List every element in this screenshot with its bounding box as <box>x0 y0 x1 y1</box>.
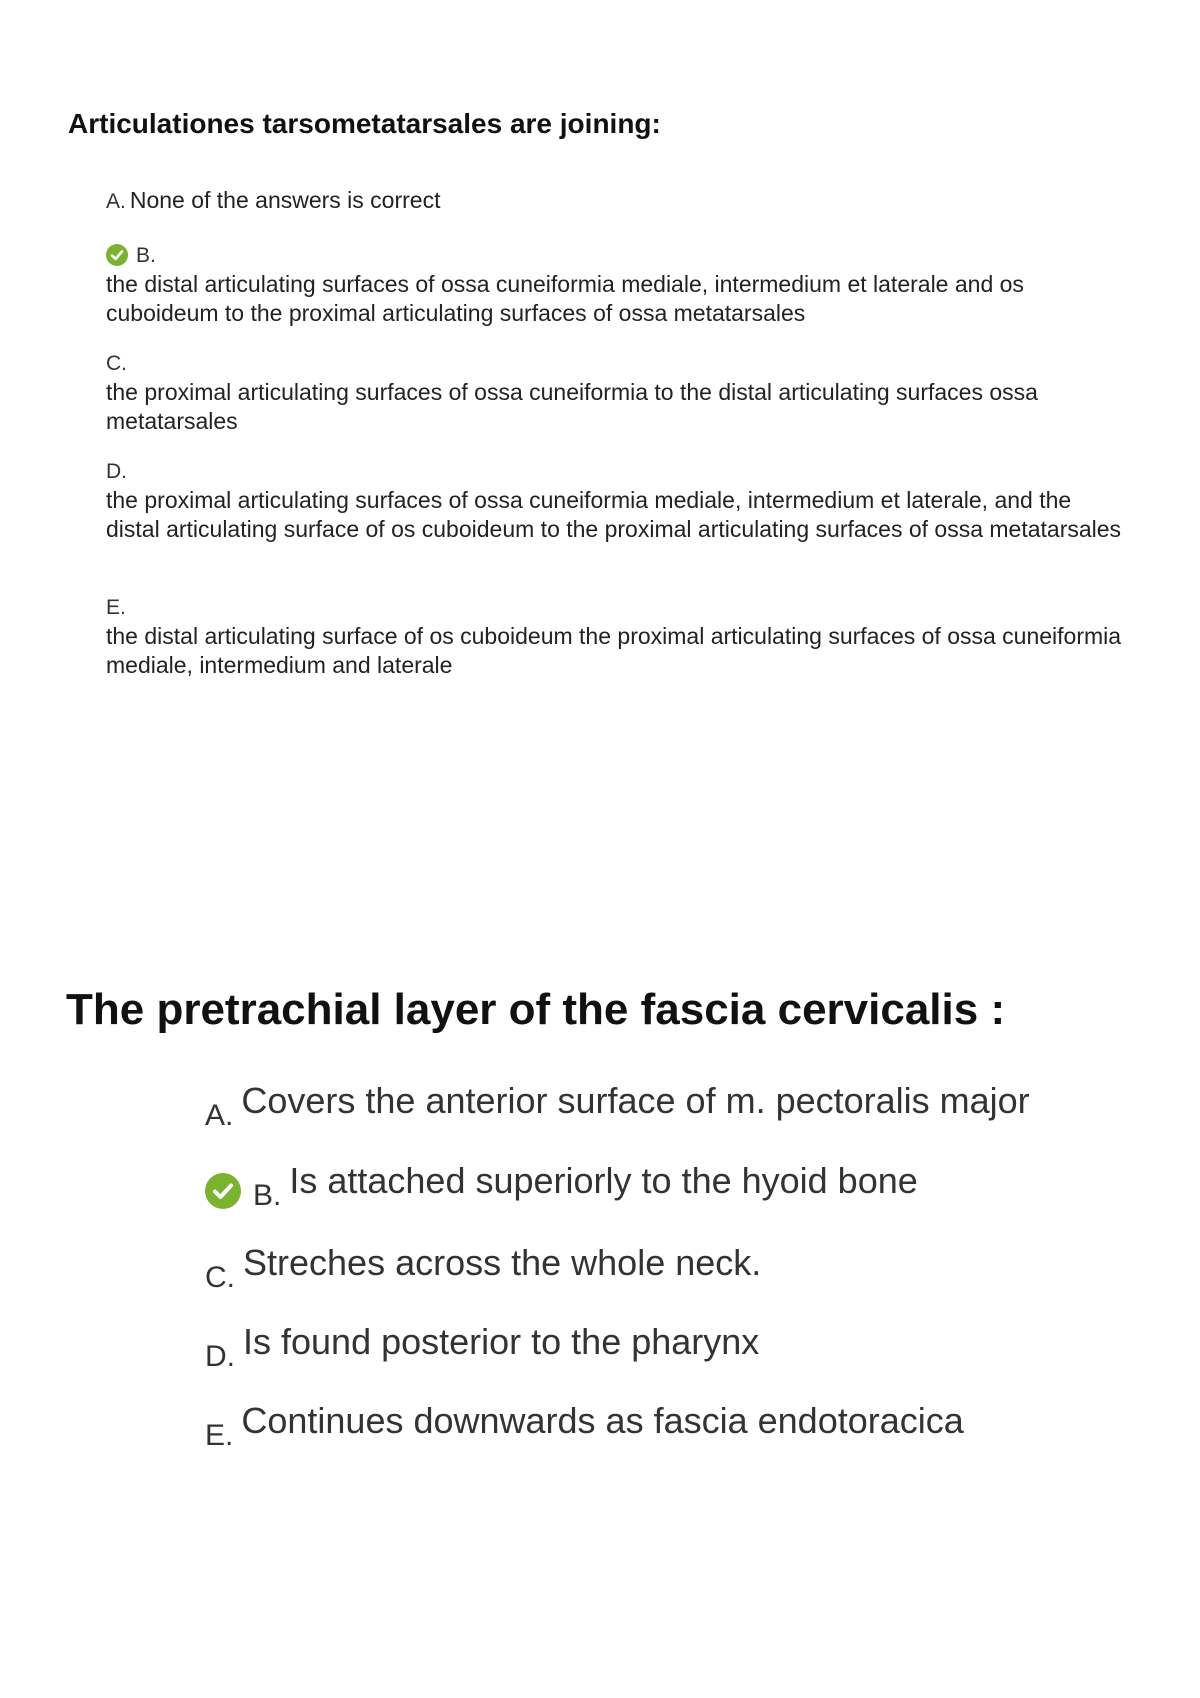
check-circle-icon <box>205 1173 241 1209</box>
option-text: the distal articulating surfaces of ossa cuneiformia mediale, intermedium et laterale and os cuboideum to the proximal articulating surfaces of ossa metatarsales <box>106 271 1024 326</box>
option-letter: D. <box>205 1340 235 1373</box>
option-text: the proximal articulating surfaces of ossa cuneiformia mediale, intermedium et laterale, and the distal articulating surface of os cuboideum to the proximal articulating surfaces of ossa metatarsales <box>106 487 1122 542</box>
option-letter: A. <box>106 190 126 213</box>
option-letter: D. <box>106 460 127 483</box>
option-letter: E. <box>106 596 126 619</box>
question-1-option-c[interactable] <box>106 348 1126 436</box>
option-letter: C. <box>205 1261 235 1294</box>
question-2-option-a[interactable] <box>205 1080 1030 1133</box>
option-letter: A. <box>205 1099 234 1132</box>
question-1-title: Articulationes tarsometatarsales are joining: <box>68 108 661 139</box>
option-text: Is attached superiorly to the hyoid bone <box>289 1160 918 1201</box>
option-letter: E. <box>205 1419 234 1452</box>
option-text: the proximal articulating surfaces of ossa cuneiformia to the distal articulating surfaces ossa metatarsales <box>106 379 1038 434</box>
option-text: the distal articulating surface of os cuboideum the proximal articulating surfaces of ossa cuneiformia mediale, intermedium and laterale <box>106 623 1122 678</box>
question-1-option-e[interactable] <box>106 592 1126 680</box>
option-text: Streches across the whole neck. <box>243 1242 762 1283</box>
option-text: Continues downwards as fascia endotoracica <box>241 1400 964 1441</box>
question-2-option-e[interactable] <box>205 1400 964 1453</box>
option-text: Covers the anterior surface of m. pectoralis major <box>241 1080 1030 1121</box>
question-1-option-a[interactable] <box>106 186 1126 216</box>
check-circle-icon <box>106 244 128 266</box>
option-letter: B. <box>253 1179 282 1212</box>
option-letter: B. <box>136 244 156 267</box>
option-letter: C. <box>106 352 127 375</box>
question-2-title: The pretrachial layer of the fascia cervicalis : <box>66 985 1006 1034</box>
question-2-option-c[interactable] <box>205 1242 761 1295</box>
option-text: Is found posterior to the pharynx <box>243 1321 760 1362</box>
question-1-option-d[interactable] <box>106 456 1126 544</box>
question-2-option-b[interactable] <box>205 1160 918 1213</box>
question-2-option-d[interactable] <box>205 1321 759 1374</box>
option-text: None of the answers is correct <box>129 187 441 213</box>
question-1-option-b[interactable] <box>106 240 1126 328</box>
